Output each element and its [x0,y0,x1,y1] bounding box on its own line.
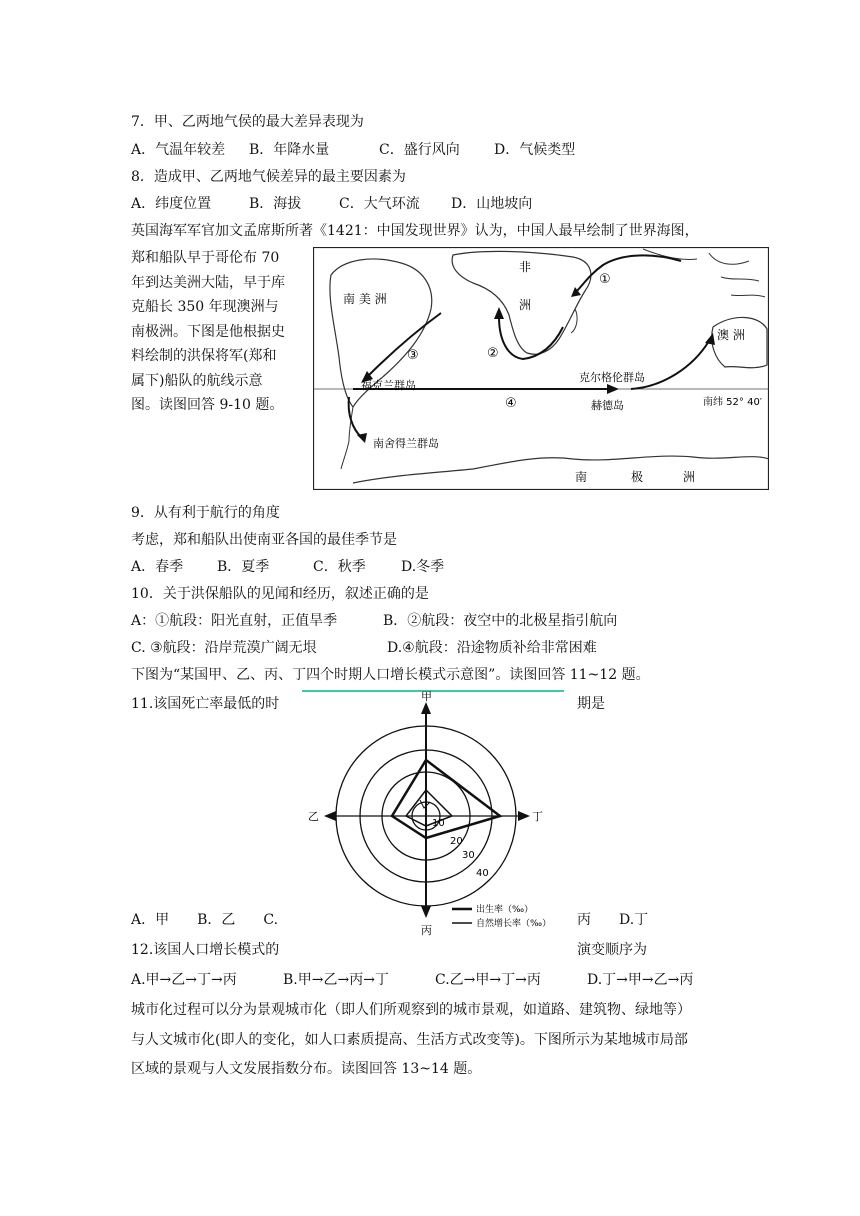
birth-rate-polygon [392,760,500,838]
axis-arrow-top [421,702,431,714]
label-australia: 澳 洲 [717,328,745,342]
q12-stem-left: 12.该国人口增长模式的 [131,942,280,958]
passage1-first-line: 英国海军军官加文孟席斯所著《1421：中国发现世界》认为，中国人最早绘制了世界海图， [131,223,699,239]
label-route-1: ① [599,272,611,287]
label-latitude: 南纬 52° 40′ [703,397,763,408]
ring-label-40: 40 [476,868,489,879]
label-antarctica-3: 洲 [683,470,696,484]
label-falkland: 福克兰群岛 [361,379,416,392]
q9-option-a: A．春季 [131,559,184,575]
label-kerguelen: 克尔格伦群岛 [579,371,645,384]
q10-stem: 10．关于洪保船队的见闻和经历，叙述正确的是 [131,586,429,602]
q11-options-right: 丙 D.丁 [577,912,649,928]
q9-option-b: B．夏季 [217,559,270,575]
passage3-line3: 区域的景观与人文发展指数分布。读图回答 13~14 题。 [131,1061,482,1077]
label-antarctica-2: 极 [631,470,644,484]
q12-option-b: B.甲→乙→丙→丁 [283,972,389,988]
q12-stem-right: 演变顺序为 [577,942,647,958]
q9-line1: 9．从有利于航行的角度 [131,505,280,521]
route-map [313,247,769,490]
side-line: 属下)船队的航线示意 [131,372,263,389]
q11-stem-left: 11.该国死亡率最低的时 [131,696,280,712]
q12-options [131,970,693,990]
q11-options-left: A．甲 B．乙 C. [131,912,279,928]
label-africa: 非 [519,260,532,274]
label-antarctica-1: 南 [575,470,588,484]
q9-line2: 考虑，郑和船队出使南亚各国的最佳季节是 [131,532,397,548]
q10-option-a: A：①航段：阳光直射，正值旱季 [131,613,338,629]
q10-row1 [131,611,617,631]
side-line: 南极洲。下图是他根据史 [131,323,285,340]
label-route-2: ② [487,346,499,361]
label-route-3: ③ [407,348,419,363]
q8-option-a: A．纬度位置 [131,196,212,212]
q10-option-d: D.④航段：沿途物质补给非常困难 [387,640,597,656]
ring-label-10: 10 [432,818,445,829]
q7-option-c: C．盛行风向 [379,142,460,158]
legend-growth: 自然增长率（‰） [476,919,552,929]
side-line: 克船长 350 年现澳洲与 [131,299,279,315]
q7-option-b: B．年降水量 [249,142,330,158]
q7-option-a: A．气温年较差 [131,142,226,158]
label-africa-2: 洲 [519,298,532,312]
passage3-line2: 与人文城市化(即人的变化，如人口素质提高、生活方式改变等)。下图所示为某地城市局部 [131,1032,688,1048]
passage2: 下图为“某国甲、乙、丙、丁四个时期人口增长模式示意图”。读图回答 11~12 题。 [131,667,650,683]
q12-option-c: C.乙→甲→丁→丙 [435,972,541,988]
q8-option-c: C．大气环流 [339,196,420,212]
q12-option-d: D.丁→甲→乙→丙 [587,972,694,988]
q9-option-d: D.冬季 [401,559,445,575]
q8-option-d: D．山地坡向 [451,196,533,212]
label-south-shetland: 南舍得兰群岛 [373,437,439,450]
q8-option-b: B．海拔 [249,196,302,212]
q8-options [131,194,532,214]
q11-stem-right: 期是 [577,696,605,712]
axis-arrow-right [518,811,530,821]
legend-birth: 出生率（‰） [476,905,534,915]
axis-arrow-bottom [421,906,431,918]
passage3-line1: 城市化过程可以分为景观城市化（即人们所观察到的城市景观，如道路、建筑物、绿地等） [131,1002,691,1018]
axis-label-top: 甲 [421,690,432,703]
q9-options [131,557,444,577]
q8-stem: 8．造成甲、乙两地气候差异的最主要因素为 [131,169,406,185]
axis-label-right: 丁 [532,810,543,823]
q9-option-c: C．秋季 [313,559,366,575]
axis-label-bottom: 丙 [421,924,432,937]
q7-option-d: D．气候类型 [494,142,576,158]
label-heard: 赫德岛 [591,399,624,412]
axis-arrow-left [324,811,336,821]
side-line: 料绘制的洪保将军(郑和 [131,348,277,364]
q10-row2 [131,638,597,658]
q10-option-c: C. ③航段：沿岸荒漠广阔无垠 [131,640,317,656]
ring-label-20: 20 [450,836,463,847]
label-south-america: 南 美 洲 [343,292,387,306]
q12-option-a: A.甲→乙→丁→丙 [131,972,237,988]
q10-option-b: B．②航段：夜空中的北极星指引航向 [383,613,618,629]
population-figure [302,690,564,938]
q7-stem: 7．甲、乙两地气侯的最大差异表现为 [131,114,364,130]
ring-label-30: 30 [462,850,475,861]
side-line: 郑和船队早于哥伦布 70 [131,250,280,266]
side-line: 年到达美洲大陆，早于库 [131,274,285,291]
side-line: 图。读图回答 9-10 题。 [131,397,284,413]
axis-label-left: 乙 [308,810,319,823]
route-map-svg [313,247,769,490]
population-svg [302,690,564,938]
passage1-side-text [131,246,291,418]
label-route-4: ④ [505,396,517,411]
q7-options [131,140,575,160]
